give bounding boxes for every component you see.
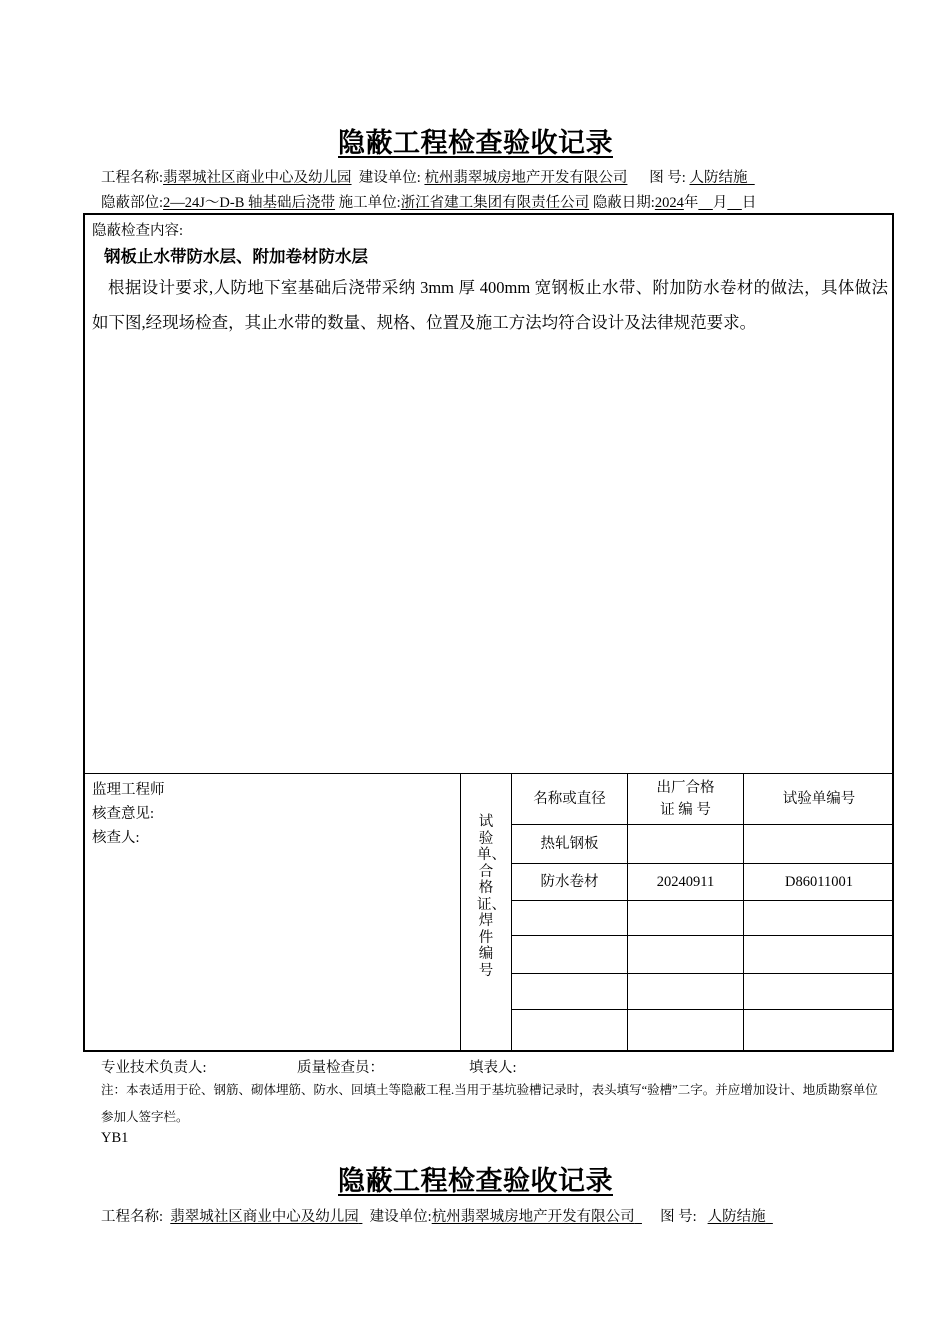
filler-label: 填表人: [469,1060,517,1076]
table-cell [744,936,894,973]
location-value: 2—24J～D-B 轴基础后浇带 [163,195,336,211]
supervisor-title: 监理工程师 [92,782,165,798]
table-cell [628,825,743,863]
table-cell [512,1010,627,1050]
table-cell [628,974,743,1009]
contractor-label: 施工单位: [338,195,401,211]
table-header-test: 试验单编号 [782,791,856,807]
table-cell: 20240911 [656,874,715,890]
date-year: 2024 [654,195,684,211]
drawing-label: 图 号: [649,170,686,186]
date-label: 隐蔽日期: [592,195,655,211]
table-cell [628,901,743,935]
page2-project-info-row [101,1205,773,1226]
table-cell [744,901,894,935]
table-cell [744,825,894,863]
page-title: 隐蔽工程检查验收记录 [338,128,613,158]
table-cell: 热轧钢板 [540,836,599,852]
table-cell [744,1010,894,1050]
location-info-row [101,191,756,212]
project-info-row [101,166,755,187]
project-name-label: 工程名称: [101,170,164,186]
project-name-value: 翡翠城社区商业中心及幼儿园 [163,170,352,186]
page2-project-name-value: 翡翠城社区商业中心及幼儿园 [170,1209,359,1225]
vertical-label: 试验单、合格证、焊件编号 [477,814,506,979]
content-label: 隐蔽检查内容: [92,223,184,239]
contractor-value: 浙江省建工集团有限责任公司 [400,195,590,211]
footnote: 注：本表适用于砼、钢筋、砌体埋筋、防水、回填土等隐蔽工程.当用于基坑验槽记录时，表头填写“验槽”二字。并应增加设计、地质勘察单位参加人签字栏。 [101,1083,878,1124]
supervisor-block [92,778,165,850]
qc-label: 质量检查员： [297,1060,384,1076]
supervisor-opinion-label: 核查意见: [92,806,155,822]
supervisor-checker-label: 核查人: [92,830,140,846]
drawing-value: 人防结施 [689,170,748,186]
date-year-unit: 年 [683,195,699,211]
tech-lead-label: 专业技术负责人: [101,1060,207,1076]
divider-vertical-1 [460,773,461,1051]
location-label: 隐蔽部位: [101,195,164,211]
table-cell [512,936,627,973]
page2-builder-value: 杭州翡翠城房地产开发有限公司 [431,1209,635,1225]
form-code: YB1 [101,1130,129,1146]
page2-drawing-value: 人防结施 [707,1209,766,1225]
date-day-unit: 日 [741,195,757,211]
table-header-cert: 出厂合格 证 编 号 [656,780,715,818]
table-cell [744,974,894,1009]
table-cell [512,974,627,1009]
table-cell [628,1010,743,1050]
table-cell [512,901,627,935]
table-header-name: 名称或直径 [533,791,606,807]
page2-title: 隐蔽工程检查验收记录 [338,1166,613,1196]
table-cell [628,936,743,973]
table-cell: D86011001 [785,874,853,890]
page2-drawing-label: 图 号: [660,1209,697,1225]
builder-value: 杭州翡翠城房地产开发有限公司 [424,170,628,186]
content-heading: 钢板止水带防水层、附加卷材防水层 [104,247,368,266]
page2-builder-label: 建设单位: [369,1209,432,1225]
page2-project-name-label: 工程名称: [101,1209,164,1225]
content-paragraph: 根据设计要求,人防地下室基础后浇带采纳 3mm 厚 400mm 宽钢板止水带、附加防水卷材的做法，具体做法如下图,经现场检查，其止水带的数量、规格、位置及施工方法均符合设计及法律规范要求。 [92,278,888,332]
table-cell: 防水卷材 [540,874,599,890]
date-month-unit: 月 [712,195,728,211]
builder-label: 建设单位: [358,170,421,186]
